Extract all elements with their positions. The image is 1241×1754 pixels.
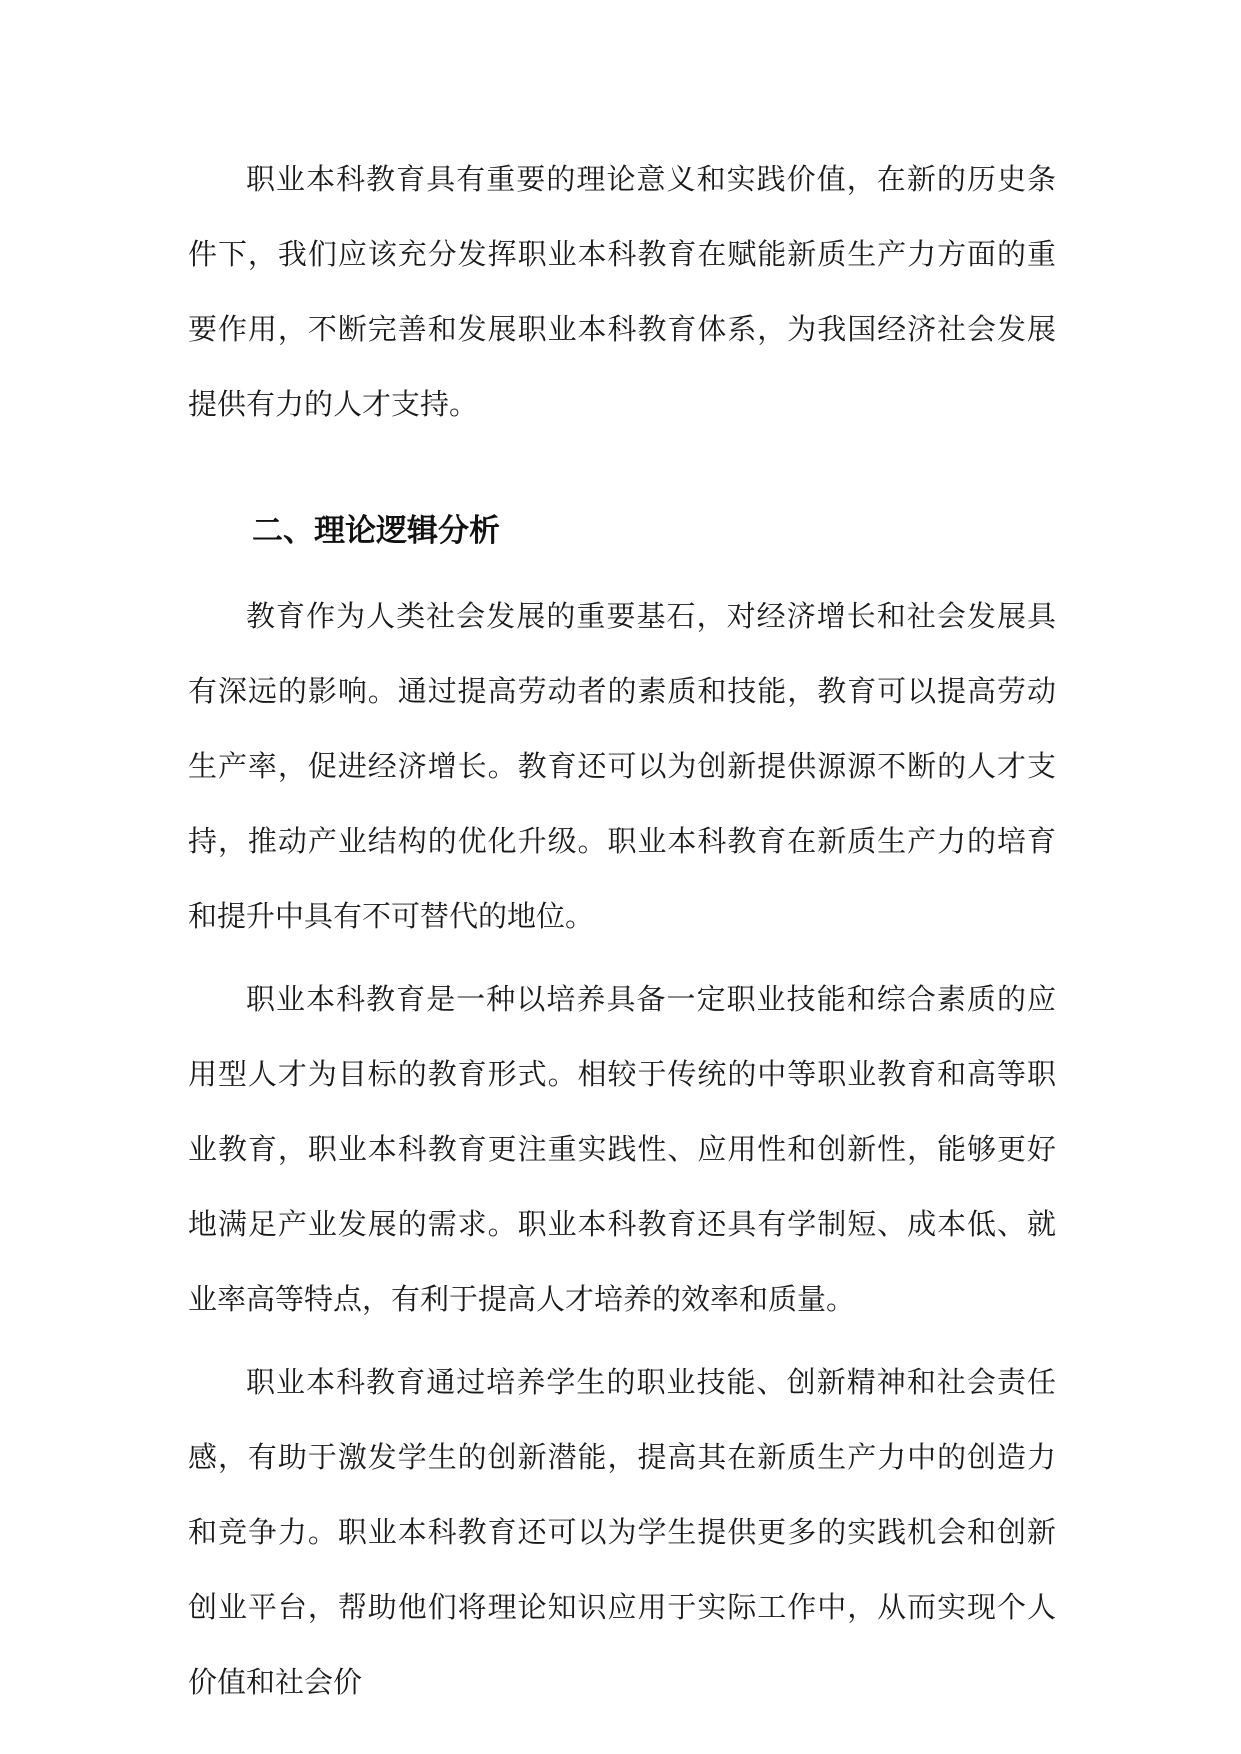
section-heading: 二、理论逻辑分析 xyxy=(252,513,500,549)
paragraph: 职业本科教育具有重要的理论意义和实践价值，在新的历史条件下，我们应该充分发挥职业本科教育在赋能新质生产力方面的重要作用，不断完善和发展职业本科教育体系，为我国经济社会发展提供有力的人才支持。 xyxy=(188,162,1056,421)
paragraph: 教育作为人类社会发展的重要基石，对经济增长和社会发展具有深远的影响。通过提高劳动者的素质和技能，教育可以提高劳动生产率，促进经济增长。教育还可以为创新提供源源不断的人才支持，推动产业结构的优化升级。职业本科教育在新质生产力的培育和提升中具有不可替代的地位。 xyxy=(188,599,1056,933)
paragraph: 职业本科教育是一种以培养具备一定职业技能和综合素质的应用型人才为目标的教育形式。相较于传统的中等职业教育和高等职业教育，职业本科教育更注重实践性、应用性和创新性，能够更好地满足产业发展的需求。职业本科教育还具有学制短、成本低、就业率高等特点，有利于提高人才培养的效率和质量。 xyxy=(188,982,1056,1316)
paragraph: 职业本科教育通过培养学生的职业技能、创新精神和社会责任感，有助于激发学生的创新潜能，提高其在新质生产力中的创造力和竞争力。职业本科教育还可以为学生提供更多的实践机会和创新创业平台，帮助他们将理论知识应用于实际工作中，从而实现个人价值和社会价 xyxy=(188,1365,1056,1699)
document-body xyxy=(188,142,1056,1720)
